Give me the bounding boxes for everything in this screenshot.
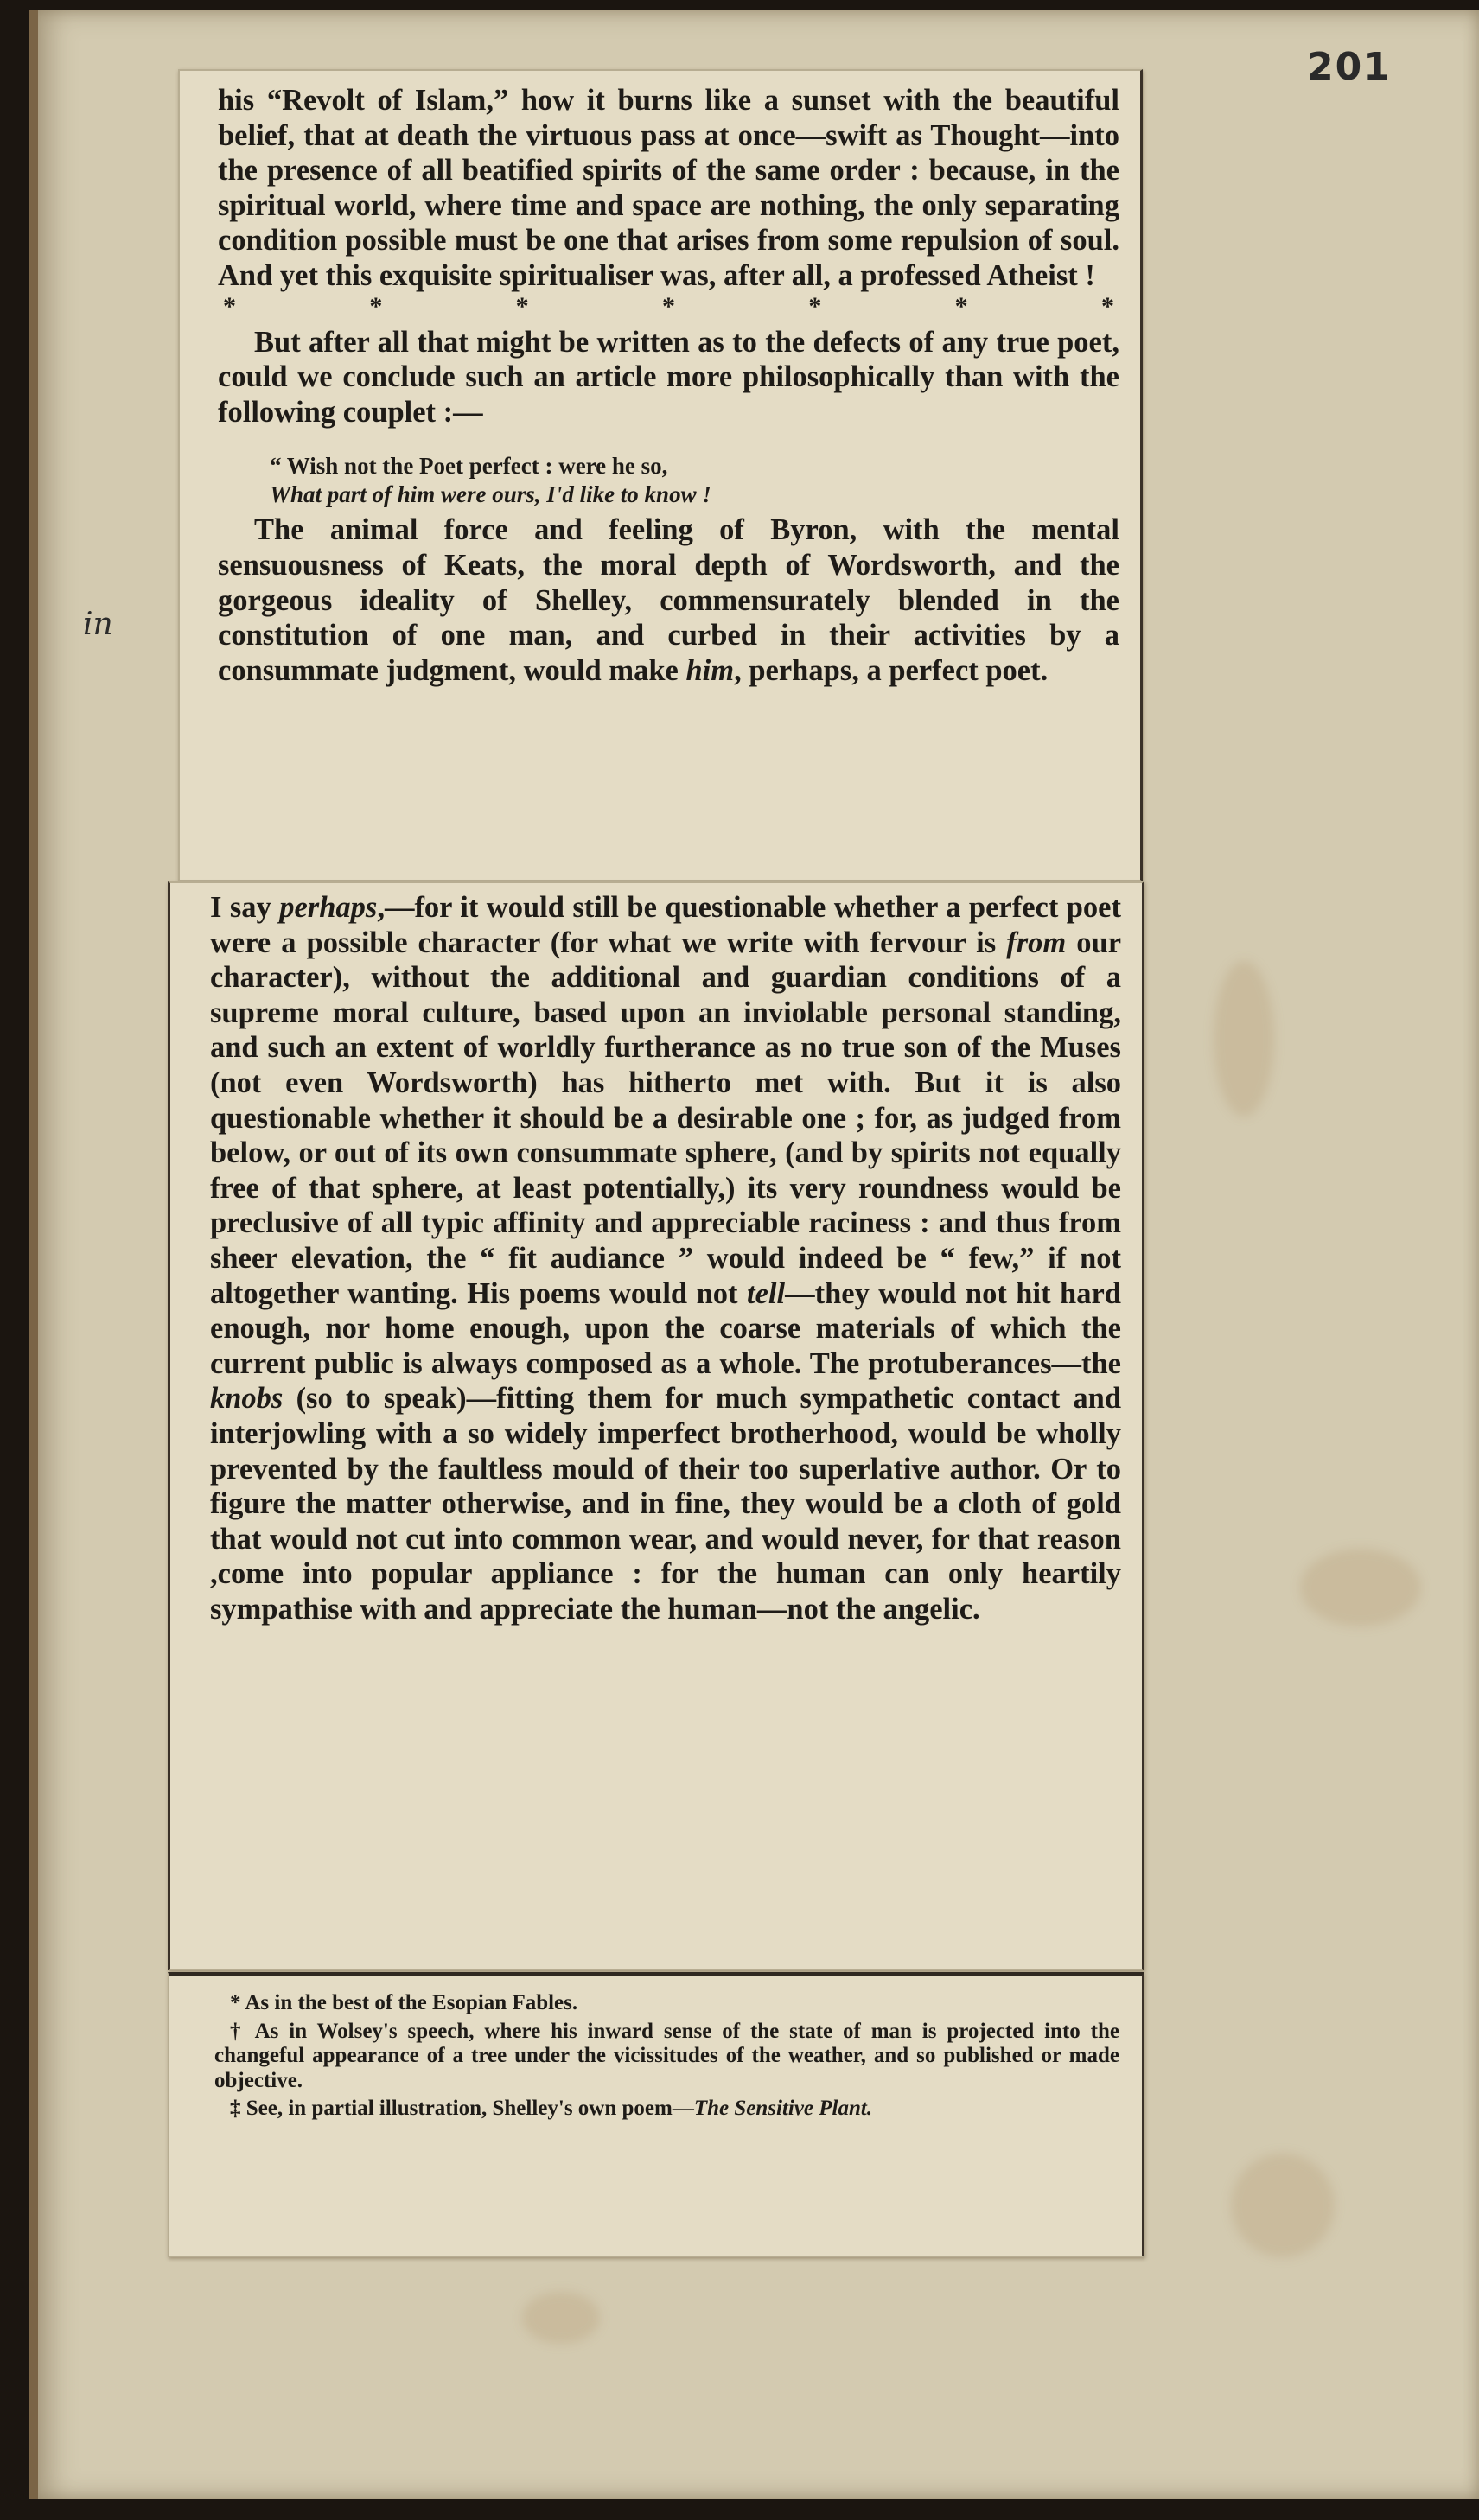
emphasis-perhaps: perhaps xyxy=(279,891,378,924)
paragraph-byron-end: , perhaps, a perfect poet. xyxy=(734,653,1049,687)
star: * xyxy=(954,291,968,321)
paragraph-byron xyxy=(218,512,1119,688)
text-run: (so to speak)—fitting them for much sympathetic contact and interjowling with a so widely imperfect brotherhood, would be wholly prevented by the faultless mould of their too superlative author. Or to figure the matter otherwise, and in fine, they would be a cloth of gold that would not cut into common wear, and would never, for that reason ,come into popular appliance : for the human can only heartily sympathise with and appreciate the human—not the angelic. xyxy=(210,1382,1122,1626)
paragraph-perfect-poet xyxy=(210,890,1121,1626)
text-run: ,—for it would still be questionable whether a perfect poet were a possible character (for what we write with fervour is xyxy=(210,891,1121,959)
text-run: —they would not hit hard enough, nor home enough, upon the coarse materials of which the current public is always composed as a whole. The protuberances—the xyxy=(210,1276,1121,1380)
paper-stain xyxy=(1214,961,1274,1117)
quoted-couplet xyxy=(218,452,1119,509)
star: * xyxy=(223,291,236,321)
footnote-2: † As in Wolsey's speech, where his inward sense of the state of man is projected into the changeful appearance of a tree under the vicissitudes of the weather, and so published or made objective. xyxy=(214,2019,1119,2092)
couplet-line-2: What part of him were ours, I'd like to know ! xyxy=(270,481,711,508)
paper-stain xyxy=(1231,2154,1335,2257)
couplet-line-1: “ Wish not the Poet perfect : were he so, xyxy=(270,453,668,480)
clipping-upper xyxy=(178,69,1143,881)
footnote-3 xyxy=(214,2097,1119,2122)
star: * xyxy=(1100,291,1114,321)
star: * xyxy=(369,291,383,321)
star: * xyxy=(515,291,529,321)
paper-stain xyxy=(522,2292,600,2344)
margin-note: in xyxy=(83,607,113,642)
text-run: our character), without the additional and guardian conditions of a supreme moral culture, based upon an inviolable personal standing, and such an extent of worldly furtherance as no true son of the Muses (not even Wordsworth) has hitherto met with. But it is also questionable whether it should be a desirable one ; for, as judged from below, or out of its own consummate sphere, (and by spirits not equally free of that sphere, at least potentially,) its very roundness would be preclusive of all typic affinity and appreciable raciness : and thus from sheer elevation, the “ fit audiance ” would indeed be “ few,” if not altogether wanting. His poems would not xyxy=(210,926,1122,1310)
emphasis-knobs: knobs xyxy=(210,1382,284,1416)
clipping-lower xyxy=(168,881,1144,1970)
star: * xyxy=(661,291,675,321)
footnote-3-text: ‡ See, in partial illustration, Shelley's own poem— xyxy=(230,2097,694,2120)
section-divider-stars xyxy=(218,291,1119,321)
footnote-1: * As in the best of the Esopian Fables. xyxy=(230,1991,578,2014)
emphasis-from: from xyxy=(1006,926,1067,959)
paragraph-continued: his “Revolt of Islam,” how it burns like a sunset with the beautiful belief, that at death the virtuous pass at once—swift as Thought—into the presence of all beatified spirits of the same order : because, in the spiritual world, where time and space are nothing, the only separating condition possible must be one that arises from some repulsion of soul. And yet this exquisite spiritualiser was, after all, a professed Atheist ! xyxy=(218,84,1119,292)
emphasis-tell: tell xyxy=(747,1276,786,1310)
page-number: 201 xyxy=(1307,45,1392,89)
footnote-3-title: The Sensitive Plant. xyxy=(693,2097,873,2120)
star: * xyxy=(808,291,822,321)
paragraph-couplet-intro: But after all that might be written as to the defects of any true poet, could we conclude such an article more philosophically than with the following couplet :— xyxy=(218,325,1119,429)
paragraph-byron-text: The animal force and feeling of Byron, with the mental sensuousness of Keats, the moral depth of Wordsworth, and the gorgeous ideality of Shelley, commensurately blended in the constitution of one man, and curbed in their activities by a consummate judgment, would make xyxy=(218,513,1119,687)
album-page xyxy=(29,10,1479,2499)
paragraph-byron-emphasis: him xyxy=(685,653,735,687)
text-run: I say xyxy=(210,891,271,924)
clipping-footnotes xyxy=(168,1972,1144,2257)
paper-stain xyxy=(1300,1549,1421,1626)
